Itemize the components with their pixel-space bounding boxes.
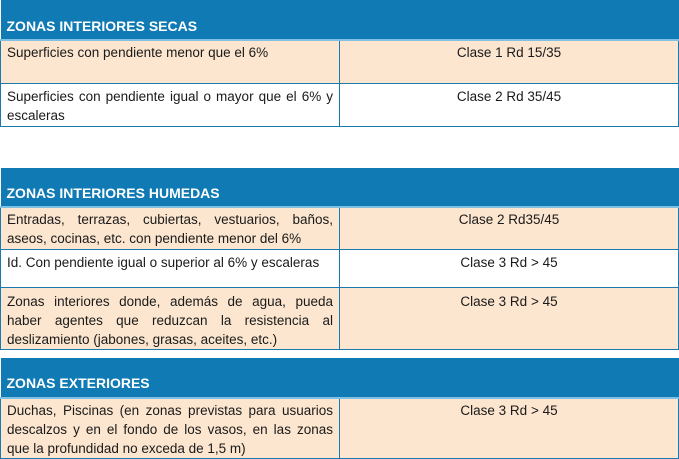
row-description: Duchas, Piscinas (en zonas previstas para usuarios descalzos y en el fondo de los vasos, en las zonas que la profundidad no exceda de 1,5 m) xyxy=(1,398,340,459)
row-value: Clase 2 Rd 35/45 xyxy=(340,83,679,126)
section-title: ZONAS EXTERIORES xyxy=(1,358,679,398)
row-value: Clase 2 Rd35/45 xyxy=(340,207,679,249)
section-header xyxy=(1,168,679,207)
row-value: Clase 3 Rd > 45 xyxy=(340,287,679,349)
row-value: Clase 3 Rd > 45 xyxy=(340,249,679,287)
table-row xyxy=(1,287,679,349)
table-zonas-exteriores xyxy=(0,358,679,459)
section-header xyxy=(1,358,679,398)
section-title: ZONAS INTERIORES HUMEDAS xyxy=(1,168,679,207)
row-description: Superficies con pendiente menor que el 6% xyxy=(1,40,340,83)
row-description: Id. Con pendiente igual o superior al 6% y escaleras xyxy=(1,249,340,287)
row-description: Superficies con pendiente igual o mayor que el 6% y escaleras xyxy=(1,83,340,126)
table-row xyxy=(1,207,679,249)
section-title: ZONAS INTERIORES SECAS xyxy=(1,0,679,40)
table-row xyxy=(1,40,679,83)
row-description: Entradas, terrazas, cubiertas, vestuarios, baños, aseos, cocinas, etc. con pendiente menor del 6% xyxy=(1,207,340,249)
row-description: Zonas interiores donde, además de agua, pueda haber agentes que reduzcan la resistencia al deslizamiento (jabones, grasas, aceites, etc.) xyxy=(1,287,340,349)
table-zonas-interiores-humedas xyxy=(0,168,679,350)
section-header xyxy=(1,0,679,40)
table-zonas-interiores-secas xyxy=(0,0,679,127)
row-value: Clase 3 Rd > 45 xyxy=(340,398,679,459)
table-row xyxy=(1,398,679,459)
table-row xyxy=(1,249,679,287)
table-row xyxy=(1,83,679,126)
row-value: Clase 1 Rd 15/35 xyxy=(340,40,679,83)
